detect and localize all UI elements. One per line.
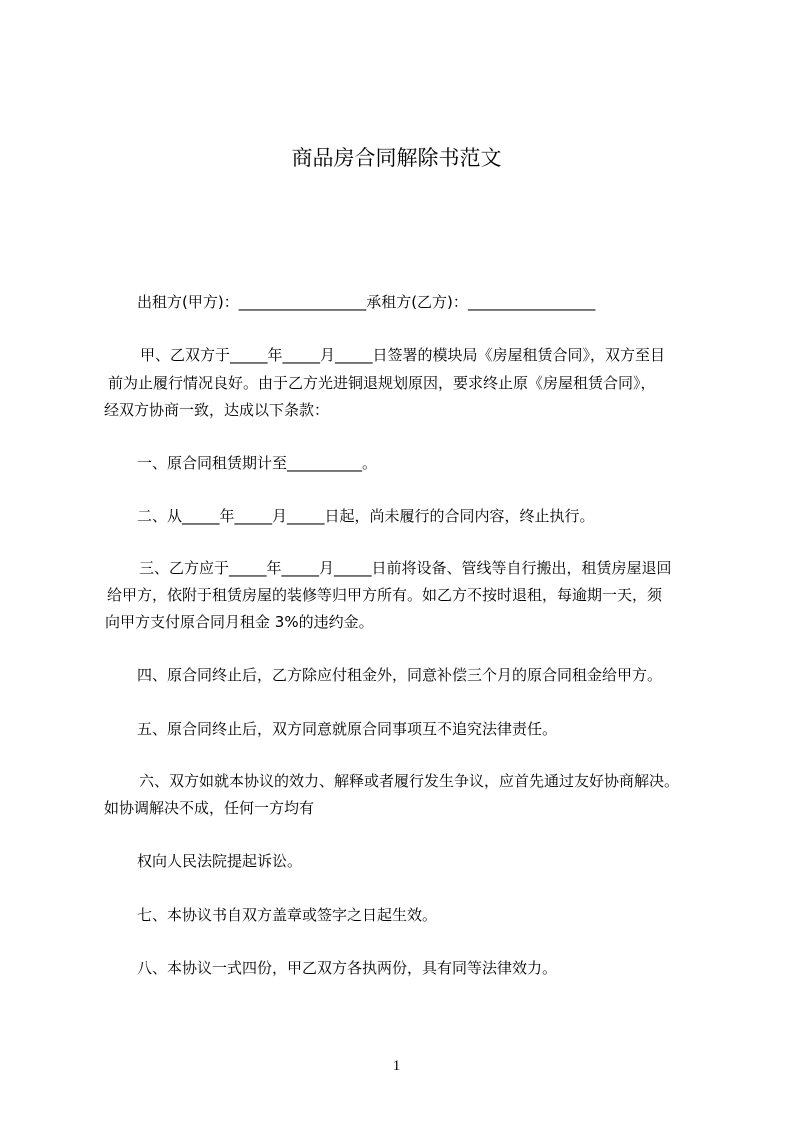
clause-7: 七、本协议书自双方盖章或签字之日起生效。 <box>137 906 438 924</box>
clause-5: 五、原合同终止后，双方同意就原合同事项互不追究法律责任。 <box>137 720 558 738</box>
clause-8: 八、本协议一式四份，甲乙双方各执两份，具有同等法律效力。 <box>137 959 558 977</box>
clause-4: 四、原合同终止后，乙方除应付租金外，同意补偿三个月的原合同租金给甲方。 <box>137 666 663 684</box>
intro-line-2: 前为止履行情况良好。由于乙方光进铜退规划原因，要求终止原《房屋租赁合同》， <box>108 374 656 392</box>
page-number: 1 <box>392 1058 401 1074</box>
parties-line: 出租方(甲方)：_________________承租方(乙方)：_________________ <box>137 293 596 311</box>
clause-2: 二、从_____年_____月_____日起，尚未履行的合同内容，终止执行。 <box>137 507 595 525</box>
clause-3-line-2: 给甲方，依附于租赁房屋的装修等归甲方所有。如乙方不按时退租，每逾期一天，须 <box>107 586 663 604</box>
intro-line-3: 经双方协商一致，达成以下条款： <box>104 401 330 419</box>
clause-3-line-1: 三、乙方应于_____年_____月_____日前将设备、管线等自行搬出，租赁房屋退回 <box>139 559 672 577</box>
clause-3-line-3: 向甲方支付原合同月租金 3%的违约金。 <box>105 613 374 631</box>
clause-1: 一、原合同租赁期计至__________。 <box>137 454 378 472</box>
clause-6-line-2: 如协调解决不成，任何一方均有 <box>104 799 315 817</box>
intro-line-1: 甲、乙双方于_____年_____月_____日签署的模块局《房屋租赁合同》，双方至目 <box>140 346 666 364</box>
clause-6-line-1: 六、双方如就本协议的效力、解释或者履行发生争议，应首先通过友好协商解决。 <box>139 772 680 790</box>
page-title: 商品房合同解除书范文 <box>291 146 502 170</box>
clause-6-line-3: 权向人民法院提起诉讼。 <box>137 852 303 870</box>
